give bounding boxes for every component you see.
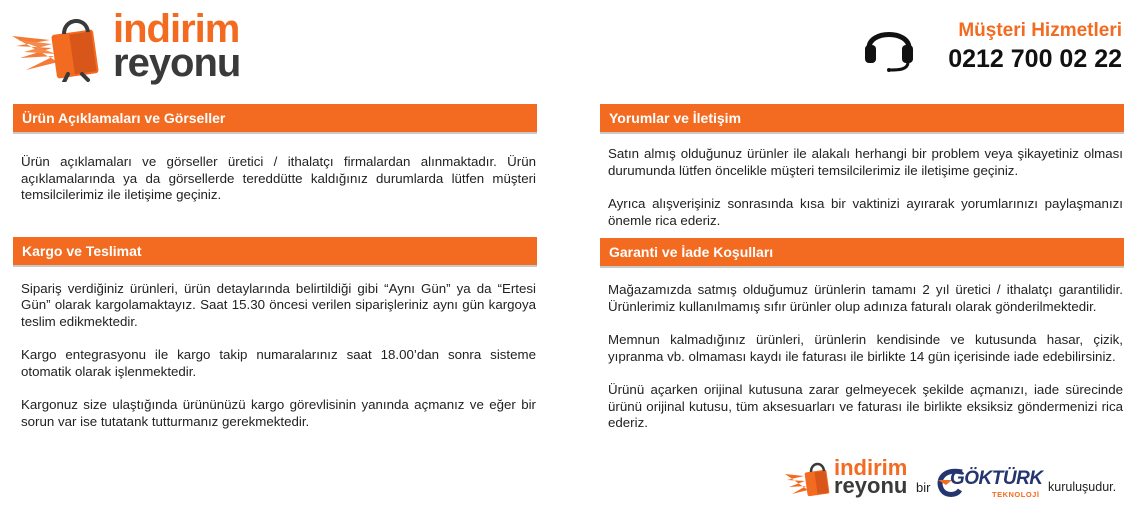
footer-brand-line2: reyonu [834, 473, 908, 498]
section-header-urun: Ürün Açıklamaları ve Görseller [13, 104, 537, 132]
brand-wordmark [113, 7, 241, 85]
gokturk-logo[interactable] [934, 466, 1044, 502]
customer-service-phone[interactable]: 0212 700 02 22 [948, 45, 1122, 73]
shopping-bag-icon [784, 458, 834, 502]
footer-bir-text: bir [916, 480, 931, 495]
paragraph: Ürün açıklamaları ve görseller üretici / ithalatçı firmalardan alınmaktadır. Ürün açıklamalarında ya da görsellerde tereddütte kaldığınız durumlarda lütfen müşteri temsilcilerimiz ile iletişime geçiniz. [21, 154, 536, 202]
brand-line2: reyonu [113, 41, 241, 85]
paragraph: Mağazamızda satmış olduğumuz ürünlerin tamamı 2 yıl üretici / ithalatçı garantilidir. Ürünlerimiz kullanılmamış sıfır ürünler olup adınıza faturalı olarak gönderilmektedir. [608, 282, 1123, 314]
brand-logo[interactable] [10, 6, 260, 86]
customer-service [862, 18, 1122, 78]
company-sub: TEKNOLOJİ [992, 490, 1040, 499]
paragraph: Kargo entegrasyonu ile kargo takip numaralarınız saat 18.00’dan sonra sisteme otomatik olarak işlenmektedir. [21, 347, 536, 379]
paragraph: Satın almış olduğunuz ürünler ile alakalı herhangi bir problem veya şikayetiniz olması durumunda lütfen öncelikle müşteri temsilcilerimiz ile iletişime geçiniz. [608, 146, 1123, 178]
section-header-yorumlar: Yorumlar ve İletişim [600, 104, 1124, 132]
company-name: GÖKTÜRK [950, 468, 1043, 489]
headset-icon [862, 18, 916, 72]
left-column [13, 104, 537, 430]
paragraph: Ayrıca alışverişiniz sonrasında kısa bir vaktinizi ayırarak yorumlarınızı paylaşmanızı önemle rica ederiz. [608, 196, 1123, 228]
paragraph: Memnun kalmadığınız ürünleri, ürünlerin kendisinde ve kutusunda hasar, çizik, yıpranma vb. olmaması kaydı ile faturası ile birlikte 14 gün içerisinde iade edebilirsiniz. [608, 332, 1123, 364]
right-column [600, 104, 1124, 432]
footer [784, 456, 1124, 502]
shopping-bag-icon [10, 10, 110, 82]
paragraph: Kargonuz size ulaştığında ürününüzü kargo görevlisinin yanında açmanız ve eğer bir sorun var ise tutatank tutturmanız gerekmektedir. [21, 397, 536, 429]
section-header-garanti: Garanti ve İade Koşulları [600, 238, 1124, 266]
paragraph: Ürünü açarken orijinal kutusuna zarar gelmeyecek şekilde açmanızı, iade sürecinde ürünü orijinal kutusu, tüm aksesuarları ve faturası ile birlikte eksiksiz göndermenizi rica ederiz. [608, 382, 1123, 430]
customer-service-title: Müşteri Hizmetleri [958, 20, 1122, 41]
footer-suffix: kuruluşudur. [1048, 480, 1117, 494]
footer-brand-line1: indirim [834, 455, 908, 480]
footer-brand-logo[interactable] [784, 455, 908, 507]
paragraph: Sipariş verdiğiniz ürünleri, ürün detaylarında belirtildiği gibi “Aynı Gün” ya da “Ertesi Gün” olarak kargolamaktayız. Saat 15.30 öncesi verilen siparişleriniz aynı gün kargoya teslim edikmektedir. [21, 280, 536, 329]
section-header-kargo: Kargo ve Teslimat [13, 237, 537, 265]
brand-line1: indirim [113, 7, 240, 51]
